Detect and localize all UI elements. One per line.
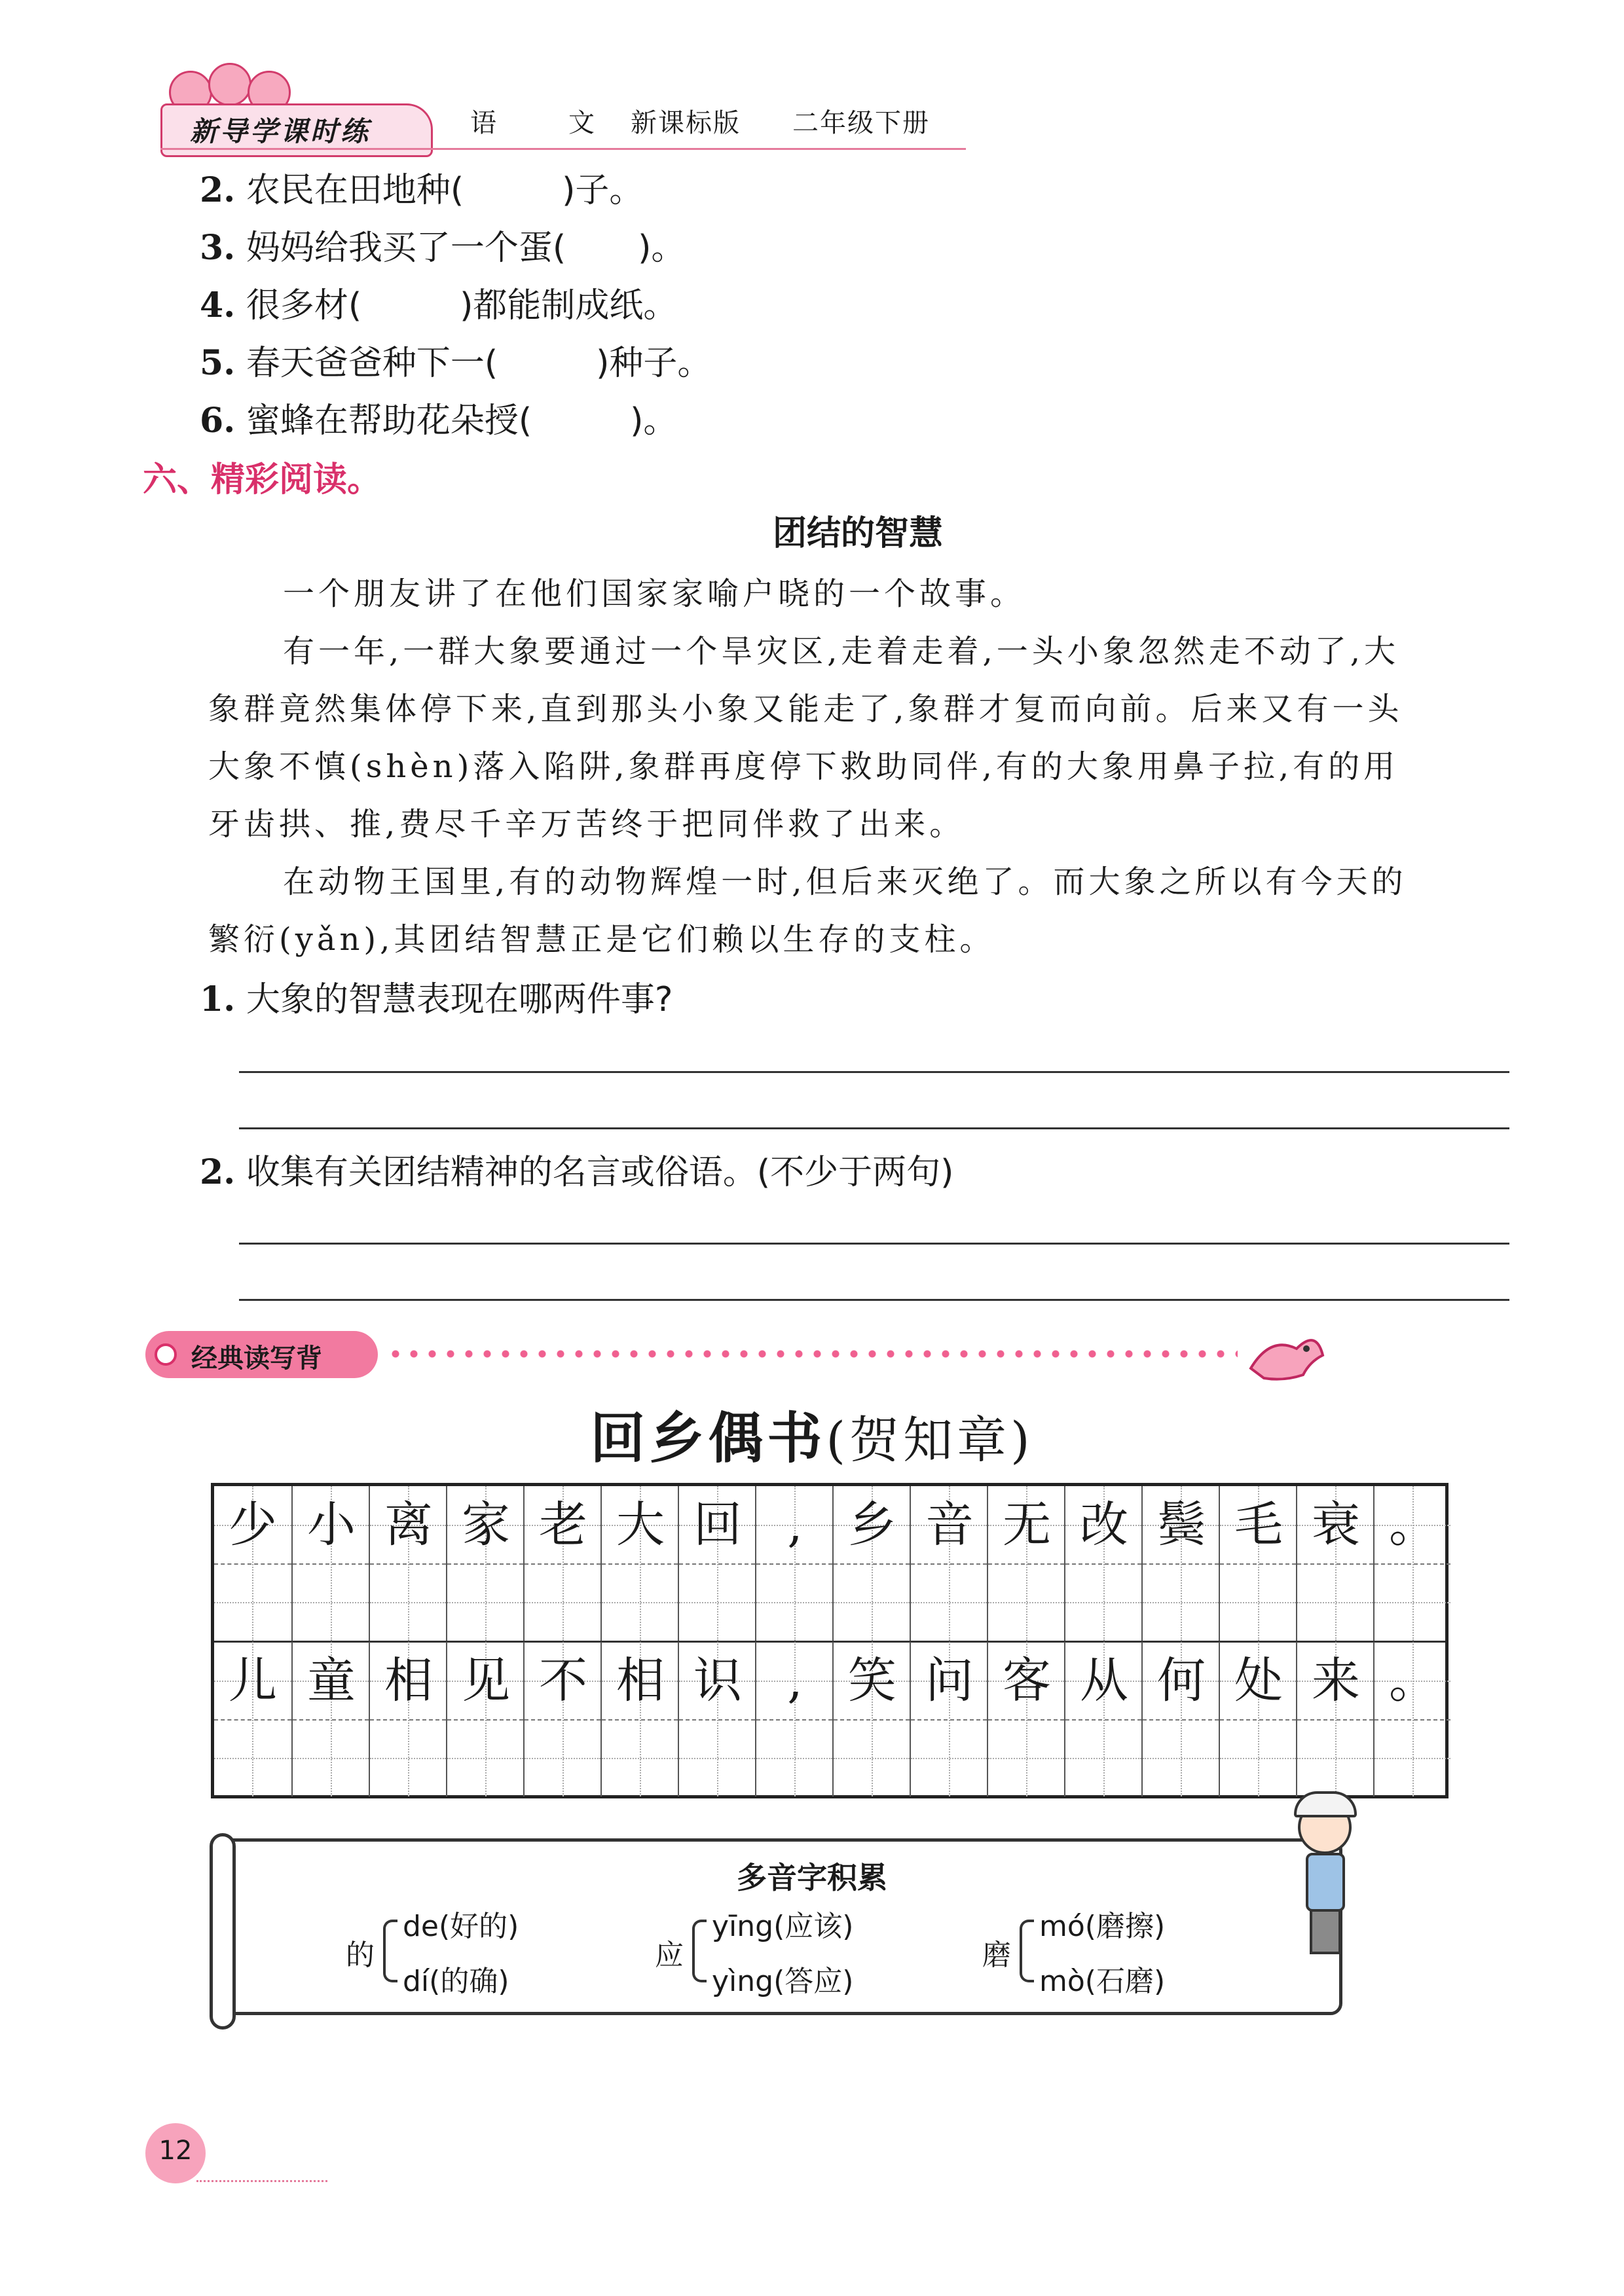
poem-cell <box>1296 1642 1373 1796</box>
polyphone-reading: mó(磨擦) <box>1039 1910 1166 1943</box>
boy-cartoon-icon <box>1306 1853 1345 1912</box>
poem-char: 毛 <box>1234 1497 1283 1553</box>
poem-cell <box>1219 1486 1296 1641</box>
poem-cell <box>214 1486 291 1641</box>
reading-line: 在动物王国里,有的动物辉煌一时,但后来灭绝了。而大象之所以有今天的 <box>283 864 1407 900</box>
poem-cell <box>523 1642 600 1796</box>
poem-author: (贺知章) <box>826 1411 1034 1469</box>
poem-char: 少 <box>229 1497 277 1553</box>
reading-line: 牙齿拱、推,费尽千辛万苦终于把同伴救了出来。 <box>208 806 965 843</box>
poem-char: 不 <box>539 1652 587 1709</box>
poem-cell <box>1219 1642 1296 1796</box>
header-edition: 新课标版 <box>631 108 741 138</box>
poem-cell <box>1064 1486 1141 1641</box>
poem-char: 识 <box>693 1652 742 1709</box>
reading-title: 团结的智慧 <box>772 514 943 553</box>
poem-char: 无 <box>1003 1497 1051 1553</box>
poem-cell <box>1373 1486 1450 1641</box>
poem-cell <box>832 1642 910 1796</box>
polyphone-char: 应 <box>655 1939 684 1972</box>
poem-row-1 <box>214 1486 1445 1641</box>
polyphone-reading: yìng(答应) <box>712 1965 854 1998</box>
poem-title: 回乡偶书 <box>590 1406 826 1470</box>
fill-question: 5. 春天爸爸种下一( )种子。 <box>200 343 712 383</box>
dotted-divider <box>386 1349 1238 1358</box>
poem-char: 何 <box>1157 1652 1206 1709</box>
poem-char: , <box>787 1497 803 1553</box>
reading-line: 一个朋友讲了在他们国家家喻户晓的一个故事。 <box>283 575 1026 612</box>
fill-question: 6. 蜜蜂在帮助花朵授( )。 <box>200 401 678 441</box>
boy-cartoon-icon <box>1310 1908 1341 1954</box>
poem-char: 衰 <box>1312 1497 1360 1553</box>
poem-char: 童 <box>307 1652 356 1709</box>
reading-line: 繁衍(yǎn),其团结智慧正是它们赖以生存的支柱。 <box>208 921 995 958</box>
fill-question: 2. 农民在田地种( )子。 <box>200 170 644 210</box>
polyphone-char: 的 <box>346 1939 375 1972</box>
poem-char: 从 <box>1080 1652 1128 1709</box>
poem-cell <box>1141 1642 1219 1796</box>
cartoon-kid-icon <box>208 63 251 106</box>
poem-cell <box>600 1642 678 1796</box>
poem-char: 老 <box>539 1497 587 1553</box>
poem-char: 鬓 <box>1157 1497 1206 1553</box>
poem-char: 处 <box>1234 1652 1283 1709</box>
poem-char: 问 <box>925 1652 974 1709</box>
poem-char: 相 <box>616 1652 665 1709</box>
poem-title-row <box>0 1394 1624 1474</box>
poem-cell <box>678 1486 755 1641</box>
poem-char: 相 <box>384 1652 433 1709</box>
poem-cell <box>1064 1642 1141 1796</box>
poem-cell <box>910 1486 987 1641</box>
poem-char: 来 <box>1312 1652 1360 1709</box>
poem-char: 小 <box>307 1497 356 1553</box>
poem-cell <box>523 1486 600 1641</box>
poem-cell <box>1296 1486 1373 1641</box>
page-number-underline <box>196 2180 327 2182</box>
poem-char: 。 <box>1389 1652 1437 1709</box>
poem-char: 音 <box>925 1497 974 1553</box>
poem-cell <box>987 1486 1064 1641</box>
poem-char: 客 <box>1003 1652 1051 1709</box>
polyphone-title: 多音字积累 <box>737 1860 887 1895</box>
reading-line: 有一年,一群大象要通过一个旱灾区,走着走着,一头小象忽然走不动了,大 <box>283 633 1400 670</box>
poem-row-2 <box>214 1642 1445 1796</box>
polyphone-reading: mò(石磨) <box>1039 1965 1166 1998</box>
classic-banner-label: 经典读写背 <box>191 1343 322 1374</box>
reading-question-2: 2. 收集有关团结精神的名言或俗语。(不少于两句) <box>200 1152 954 1192</box>
header-grade: 二年级下册 <box>792 108 930 138</box>
poem-cell <box>755 1486 832 1641</box>
poem-cell <box>755 1642 832 1796</box>
poem-grid <box>211 1483 1449 1798</box>
reading-line: 大象不慎(shèn)落入陷阱,象群再度停下救助同伴,有的大象用鼻子拉,有的用 <box>208 748 1399 785</box>
boy-cartoon-icon <box>1294 1791 1357 1817</box>
brace-icon <box>383 1920 397 1982</box>
poem-char: , <box>787 1652 803 1709</box>
brace-icon <box>1020 1920 1034 1982</box>
header-divider <box>160 148 966 150</box>
poem-char: 家 <box>462 1497 510 1553</box>
reading-line: 象群竟然集体停下来,直到那头小象又能走了,象群才复而向前。后来又有一头 <box>208 691 1403 727</box>
dragon-icon <box>1244 1322 1329 1388</box>
brace-icon <box>692 1920 707 1982</box>
poem-cell <box>1141 1486 1219 1641</box>
poem-char: 笑 <box>848 1652 896 1709</box>
poem-cell <box>291 1642 369 1796</box>
polyphone-reading: yīng(应该) <box>712 1910 854 1943</box>
poem-cell <box>600 1486 678 1641</box>
poem-cell <box>369 1486 446 1641</box>
poem-cell <box>832 1486 910 1641</box>
poem-cell <box>446 1486 523 1641</box>
poem-cell <box>291 1486 369 1641</box>
poem-char: 乡 <box>848 1497 896 1553</box>
poem-cell <box>910 1642 987 1796</box>
polyphone-reading: dí(的确) <box>403 1965 509 1998</box>
poem-cell <box>446 1642 523 1796</box>
header-logo: 新导学课时练 <box>190 115 371 147</box>
section-title: 六、精彩阅读。 <box>143 460 382 500</box>
answer-line[interactable] <box>239 1299 1509 1301</box>
polyphone-char: 磨 <box>982 1939 1011 1972</box>
page-number: 12 <box>158 2136 193 2166</box>
fill-question: 3. 妈妈给我买了一个蛋( )。 <box>200 228 686 268</box>
poem-cell <box>1373 1642 1450 1796</box>
poem-cell <box>678 1642 755 1796</box>
answer-line[interactable] <box>239 1243 1509 1245</box>
answer-line[interactable] <box>239 1127 1509 1129</box>
poem-cell <box>987 1642 1064 1796</box>
poem-char: 大 <box>616 1497 665 1553</box>
poem-cell <box>369 1642 446 1796</box>
header-subject-2: 文 <box>568 108 596 138</box>
poem-char: 离 <box>384 1497 433 1553</box>
poem-char: 见 <box>462 1652 510 1709</box>
banner-circle-icon <box>155 1343 177 1366</box>
polyphone-reading: de(好的) <box>403 1910 519 1943</box>
poem-cell <box>214 1642 291 1796</box>
answer-line[interactable] <box>239 1071 1509 1073</box>
poem-char: 。 <box>1389 1497 1437 1553</box>
reading-question-1: 1. 大象的智慧表现在哪两件事? <box>200 979 673 1019</box>
poem-char: 儿 <box>229 1652 277 1709</box>
fill-question: 4. 很多材( )都能制成纸。 <box>200 285 678 325</box>
poem-char: 回 <box>693 1497 742 1553</box>
poem-char: 改 <box>1080 1497 1128 1553</box>
header-subject-1: 语 <box>470 108 498 138</box>
